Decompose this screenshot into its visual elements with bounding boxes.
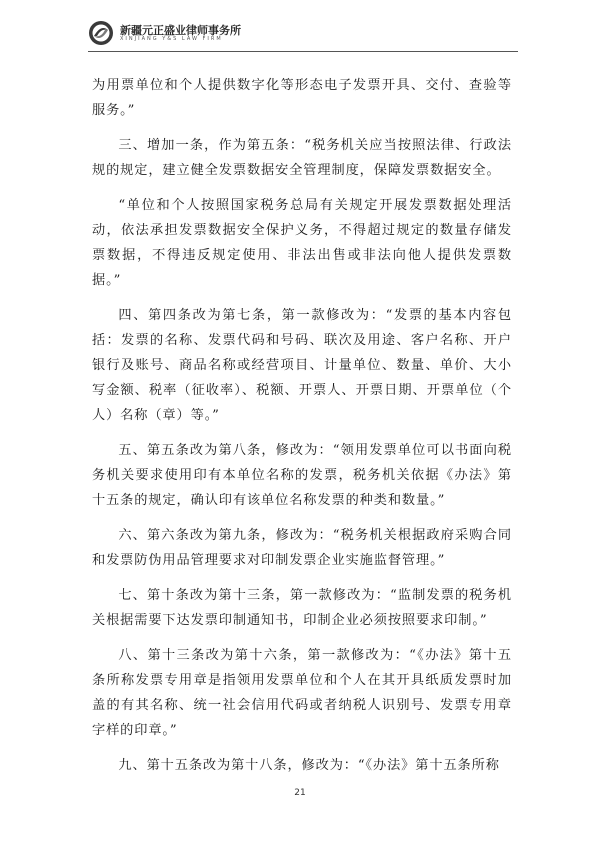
document-body: [92, 73, 512, 788]
paragraph-2: 三、增加一条，作为第五条：“税务机关应当按照法律、行政法规的规定，建立健全发票数据安全管理制度，保障发票数据安全。: [92, 138, 512, 178]
paragraph-9: 九、第十五条改为第十八条，修改为：“《办法》第十五条所称: [118, 758, 500, 773]
paragraph-5: 五、第五条改为第八条，修改为：“领用发票单位可以书面向税务机关要求使用印有本单位名称的发票，税务机关依据《办法》第十五条的规定，确认印有该单位名称发票的种类和数量。”: [92, 443, 512, 508]
paragraph-7: 七、第十条改为第十三条，第一款修改为：“监制发票的税务机关根据需要下达发票印制通知书，印制企业必须按照要求印制。”: [92, 588, 512, 628]
page-number: 21: [294, 788, 306, 798]
paragraph-4: 四、第四条改为第七条，第一款修改为：“发票的基本内容包括：发票的名称、发票代码和号码、联次及用途、客户名称、开户银行及账号、商品名称或经营项目、计量单位、数量、单价、大小写金额、税率（征收率）、税额、开票人、开票日期、开票单位（个人）名称（章）等。”: [92, 308, 512, 423]
header-divider: [88, 51, 518, 52]
paragraph-8: 八、第十三条改为第十六条，第一款修改为：“《办法》第十五条所称发票专用章是指领用发票单位和个人在其开具纸质发票时加盖的有其名称、统一社会信用代码或者纳税人识别号、发票专用章字样的印章。”: [92, 648, 512, 738]
paragraph-1: 为用票单位和个人提供数字化等形态电子发票开具、交付、查验等服务。”: [92, 78, 512, 118]
firm-logo-icon: [88, 20, 114, 46]
firm-name-cn: 新疆元正盛业律师事务所: [120, 24, 241, 37]
firm-name-en: XINJIANG Y&S LAW FIRM: [120, 36, 223, 42]
page-header: [88, 20, 518, 50]
paragraph-3: “单位和个人按照国家税务总局有关规定开展发票数据处理活动，依法承担发票数据安全保护义务，不得超过规定的数量存储发票数据，不得违反规定使用、非法出售或非法向他人提供发票数据。”: [92, 198, 512, 288]
paragraph-6: 六、第六条改为第九条，修改为：“税务机关根据政府采购合同和发票防伪用品管理要求对印制发票企业实施监督管理。”: [92, 528, 512, 568]
